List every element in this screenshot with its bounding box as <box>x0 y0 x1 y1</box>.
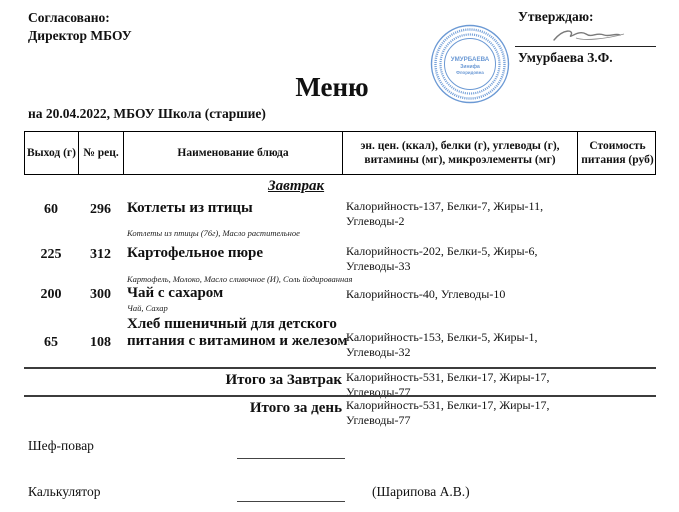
signature-scribble <box>516 26 656 45</box>
page-subtitle: на 20.04.2022, МБОУ Школа (старшие) <box>28 106 266 121</box>
total-nutrition: Калорийность-531, Белки-17, Жиры-17, Углеводы-77 <box>346 370 550 399</box>
header-dish-name: Наименование блюда <box>124 132 343 174</box>
header-cost: Стоимость питания (руб) <box>581 139 654 166</box>
row-recipe-no: 300 <box>90 287 111 302</box>
section-title-breakfast: Завтрак <box>268 178 325 194</box>
row-ingredients: Котлеты из птицы (76г), Масло растительное <box>127 228 300 238</box>
approve-label: Утверждаю: <box>518 9 594 24</box>
header-recipe-no: № рец. <box>79 132 124 174</box>
row-ingredients: Чай, Сахар <box>127 303 168 313</box>
calculator-name: (Шарипова А.В.) <box>372 484 470 499</box>
row-output: 65 <box>44 335 58 350</box>
stamp-patronymic: Флоридовна <box>456 70 484 75</box>
page-title: Меню <box>295 72 369 102</box>
row-dish-name: Картофельное пюре <box>127 245 264 261</box>
row-recipe-no: 312 <box>90 247 111 262</box>
approved-role: Директор МБОУ <box>28 28 132 43</box>
header-nutrition: эн. цен. (ккал), белки (г), углеводы (г), витамины (мг), микроэлементы (мг) <box>343 132 578 174</box>
row-output: 200 <box>40 287 62 302</box>
approver-signature-line <box>515 46 656 47</box>
row-output: 225 <box>40 247 62 262</box>
row-dish-name: Чай с сахаром <box>127 285 224 301</box>
row-nutrition: Калорийность-40, Углеводы-10 <box>346 287 506 301</box>
row-ingredients: Картофель, Молоко, Масло сливочное (И), Соль йодированная <box>127 274 353 284</box>
row-recipe-no: 108 <box>90 335 111 350</box>
calculator-label: Калькулятор <box>28 484 101 499</box>
row-dish-name: Хлеб пшеничный для детского питания с витамином и железом <box>127 316 348 349</box>
total-label: Итого за день <box>249 400 342 416</box>
chef-label: Шеф-повар <box>28 438 94 453</box>
header-output: Выход (г) <box>25 132 79 174</box>
calculator-signature-line <box>237 501 345 502</box>
row-nutrition: Калорийность-153, Белки-5, Жиры-1, Углеводы-32 <box>346 330 538 359</box>
total-label: Итого за Завтрак <box>225 372 342 388</box>
stamp-first-name: Зинифа <box>460 64 480 70</box>
approved-label: Согласовано: <box>28 10 110 25</box>
total-nutrition: Калорийность-531, Белки-17, Жиры-17, Углеводы-77 <box>346 398 550 427</box>
row-dish-name: Котлеты из птицы <box>127 200 253 216</box>
table-header <box>24 131 656 175</box>
chef-signature-line <box>237 458 345 459</box>
row-output: 60 <box>44 202 58 217</box>
row-nutrition: Калорийность-202, Белки-5, Жиры-6, Углеводы-33 <box>346 244 538 273</box>
stamp-name: УМУРБАЕВА <box>450 56 490 63</box>
divider-line <box>24 395 656 397</box>
row-nutrition: Калорийность-137, Белки-7, Жиры-11, Углеводы-2 <box>346 199 544 228</box>
approver-name: Умурбаева З.Ф. <box>518 50 613 65</box>
approved-block <box>28 9 132 45</box>
divider-line <box>24 367 656 369</box>
row-recipe-no: 296 <box>90 202 111 217</box>
